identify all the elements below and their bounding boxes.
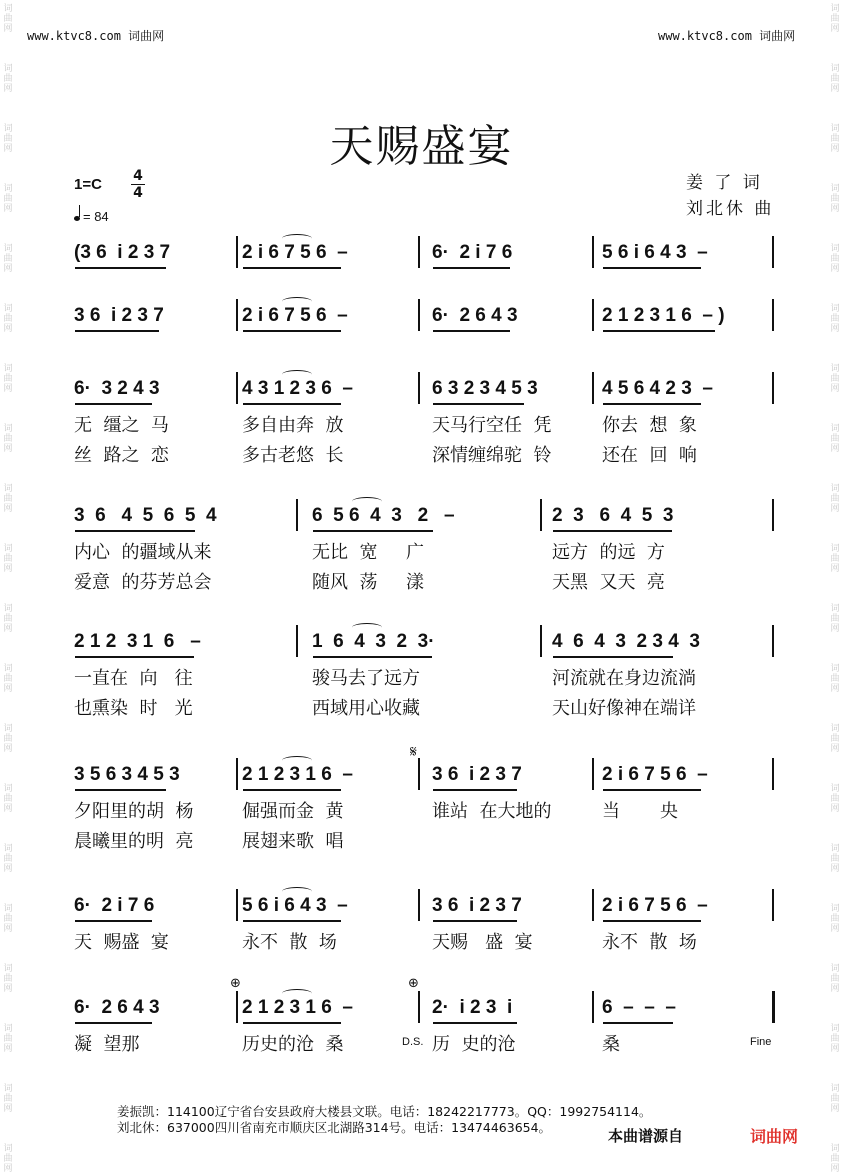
watermark-text: 词 曲 网: [830, 484, 840, 514]
coda-mark-2: ⊕: [408, 976, 419, 991]
measure: 2 i 6 7 5 6 –: [602, 895, 708, 916]
bar-line: [772, 299, 774, 331]
beam-line: [75, 267, 166, 269]
lyric-segment: 内心 的疆域从来: [74, 542, 212, 563]
slur: [282, 989, 312, 998]
lyric-segment: 爱意 的芬芳总会: [74, 572, 212, 593]
beam-line: [603, 920, 701, 922]
notes-line: [60, 764, 780, 794]
bar-line: [418, 889, 420, 921]
watermark-text: 词 曲 网: [3, 4, 13, 34]
bar-line: [418, 758, 420, 790]
watermark-right: [827, 0, 843, 1172]
song-title: 天赐盛宴: [329, 121, 514, 172]
notes-line: [60, 631, 780, 661]
slur: [352, 623, 382, 632]
lyric-segment: 天赐 盛 宴: [432, 932, 533, 953]
ds-mark: D.S.: [402, 1036, 424, 1048]
watermark-text: 词 曲 网: [3, 484, 13, 514]
measure: 2 i 6 7 5 6 –: [242, 242, 348, 263]
beam-line: [75, 530, 195, 532]
measure: 2 1 2 3 1 6 –: [74, 631, 201, 652]
notes-line: [60, 505, 780, 535]
bar-line: [772, 758, 774, 790]
lyric-segment: 无 缰之 马: [74, 415, 169, 436]
watermark-text: 词 曲 网: [830, 1144, 840, 1172]
lyric-segment: 远方 的远 方: [552, 542, 665, 563]
watermark-text: 词 曲 网: [3, 304, 13, 334]
watermark-text: 词 曲 网: [830, 64, 840, 94]
watermark-text: 词 曲 网: [3, 1024, 13, 1054]
bar-line: [418, 236, 420, 268]
beam-line: [553, 530, 672, 532]
beam-line: [433, 267, 510, 269]
watermark-text: 词 曲 网: [3, 124, 13, 154]
beam-line: [75, 330, 159, 332]
measure: 3 5 6 3 4 5 3: [74, 764, 180, 785]
lyric-segment: 还在 回 响: [602, 445, 697, 466]
fine-mark: Fine: [750, 1036, 772, 1048]
lyric-segment: 丝 路之 恋: [74, 445, 169, 466]
beam-line: [75, 1022, 152, 1024]
measure: 6· 2 i 7 6: [432, 242, 513, 263]
bar-line: [772, 625, 774, 657]
watermark-text: 词 曲 网: [3, 724, 13, 754]
contact-lyricist: 姜振凯：114100辽宁省台安县政府大楼县文联。电话：18242217773。QQ：1992754114。: [117, 1104, 652, 1119]
lyric-segment: 多古老悠 长: [242, 445, 344, 466]
bar-line: [772, 236, 774, 268]
beam-line: [603, 1022, 673, 1024]
measure: 6· 2 6 4 3: [432, 305, 518, 326]
measure: 6 3 2 3 4 5 3: [432, 378, 538, 399]
bar-line: [418, 372, 420, 404]
slur: [282, 234, 312, 243]
lyric-segment: 也熏染 时 光: [74, 698, 193, 719]
bar-line: [592, 889, 594, 921]
lyric-segment: 深情缠绵驼 铃: [432, 445, 552, 466]
slur: [282, 297, 312, 306]
measure: 2 1 2 3 1 6 –: [242, 997, 353, 1018]
watermark-text: 词 曲 网: [3, 844, 13, 874]
bar-line: [592, 236, 594, 268]
lyric-segment: 谁站 在大地的: [432, 801, 552, 822]
beam-line: [243, 1022, 341, 1024]
slur: [282, 887, 312, 896]
watermark-text: 词 曲 网: [3, 244, 13, 274]
watermark-text: 词 曲 网: [3, 64, 13, 94]
watermark-text: 词 曲 网: [3, 664, 13, 694]
beam-line: [433, 789, 517, 791]
time-bottom: 4: [133, 185, 143, 201]
watermark-text: 词 曲 网: [3, 1144, 13, 1172]
note-stem: [79, 205, 80, 217]
measure: 1 6 4 3 2 3·: [312, 631, 435, 652]
bar-line: [236, 299, 238, 331]
notes-line: [60, 242, 780, 272]
beam-line: [243, 403, 341, 405]
lyric-segment: 天山好像神在端详: [552, 698, 696, 719]
lyric-segment: 一直在 向 往: [74, 668, 193, 689]
beam-line: [603, 403, 701, 405]
bar-line: [592, 299, 594, 331]
bar-line: [236, 889, 238, 921]
measure: 2 1 2 3 1 6 –: [242, 764, 353, 785]
beam-line: [243, 267, 341, 269]
measure: 2· i 2 3 i: [432, 997, 513, 1018]
measure: 4 6 4 3 2 3 4 3: [552, 631, 700, 652]
watermark-text: 词 曲 网: [3, 904, 13, 934]
beam-line: [603, 789, 701, 791]
contact-composer: 刘北休：637000四川省南充市顺庆区北湖路314号。电话：13474463654。: [117, 1120, 552, 1135]
beam-line: [313, 656, 432, 658]
lyric-segment: 历史的沧 桑: [242, 1034, 344, 1055]
notes-line: [60, 378, 780, 408]
watermark-text: 词 曲 网: [3, 424, 13, 454]
site-url-left[interactable]: www.ktvc8.com 词曲网: [27, 29, 165, 43]
bar-line: [418, 991, 420, 1023]
lyric-segment: 历 史的沧: [432, 1034, 516, 1055]
lyric-segment: 无比 宽 广: [312, 542, 425, 563]
watermark-text: 词 曲 网: [3, 784, 13, 814]
lyric-segment: 展翅来歌 唱: [242, 831, 344, 852]
measure: 5 6 i 6 4 3 –: [242, 895, 348, 916]
watermark-text: 词 曲 网: [830, 4, 840, 34]
bar-line: [236, 372, 238, 404]
bar-line: [772, 499, 774, 531]
notes-line: [60, 997, 780, 1027]
tempo-value: = 84: [83, 209, 109, 224]
site-url-right[interactable]: www.ktvc8.com 词曲网: [658, 29, 796, 43]
watermark-text: 词 曲 网: [830, 364, 840, 394]
time-signature: [131, 169, 145, 200]
watermark-text: 词 曲 网: [3, 604, 13, 634]
beam-line: [75, 920, 152, 922]
slur: [282, 756, 312, 765]
lyric-segment: 多自由奔 放: [242, 415, 344, 436]
watermark-text: 词 曲 网: [3, 964, 13, 994]
measure: (3 6 i 2 3 7: [74, 242, 171, 263]
measure: 6 – – –: [602, 997, 676, 1018]
beam-line: [603, 330, 715, 332]
measure: 6· 2 i 7 6: [74, 895, 155, 916]
watermark-text: 词 曲 网: [830, 544, 840, 574]
watermark-text: 词 曲 网: [3, 544, 13, 574]
beam-line: [433, 330, 510, 332]
watermark-text: 词 曲 网: [830, 1084, 840, 1114]
beam-line: [75, 789, 166, 791]
measure: 3 6 i 2 3 7: [432, 895, 522, 916]
measure: 4 3 1 2 3 6 –: [242, 378, 353, 399]
beam-line: [433, 1022, 517, 1024]
watermark-text: 词 曲 网: [3, 364, 13, 394]
lyric-segment: 天马行空任 凭: [432, 415, 552, 436]
beam-line: [243, 920, 341, 922]
measure: 3 6 4 5 6 5 4: [74, 505, 217, 526]
measure: 3 6 i 2 3 7: [432, 764, 522, 785]
watermark-text: 词 曲 网: [830, 664, 840, 694]
bar-line: [540, 625, 542, 657]
watermark-text: 词 曲 网: [830, 784, 840, 814]
bar-line: [772, 372, 774, 404]
watermark-text: 词 曲 网: [3, 184, 13, 214]
key-signature: 1=C: [74, 176, 102, 193]
measure: 2 i 6 7 5 6 –: [602, 764, 708, 785]
bar-line: [236, 236, 238, 268]
bar-line: [592, 372, 594, 404]
notes-line: [60, 895, 780, 925]
beam-line: [603, 267, 701, 269]
beam-line: [433, 403, 524, 405]
lyric-segment: 永不 散 场: [602, 932, 697, 953]
brand-logo[interactable]: 词曲网: [750, 1127, 799, 1146]
tempo-marking: [74, 209, 109, 224]
source-label: 本曲谱源自: [604, 1125, 687, 1146]
watermark-text: 词 曲 网: [3, 1084, 13, 1114]
beam-line: [433, 920, 517, 922]
lyric-segment: 天 赐盛 宴: [74, 932, 169, 953]
watermark-text: 词 曲 网: [830, 604, 840, 634]
bar-line: [418, 299, 420, 331]
measure: 5 6 i 6 4 3 –: [602, 242, 708, 263]
measure: 2 1 2 3 1 6 – ): [602, 305, 725, 326]
watermark-text: 词 曲 网: [830, 1024, 840, 1054]
bar-line: [592, 758, 594, 790]
bar-line: [296, 625, 298, 657]
watermark-text: 词 曲 网: [830, 304, 840, 334]
beam-line: [75, 403, 152, 405]
beam-line: [75, 656, 194, 658]
measure: 4 5 6 4 2 3 –: [602, 378, 713, 399]
watermark-left: [0, 0, 16, 1172]
lyric-segment: 随风 荡 漾: [312, 572, 425, 593]
lyric-segment: 骏马去了远方: [312, 668, 420, 689]
measure: 3 6 i 2 3 7: [74, 305, 164, 326]
slur: [282, 370, 312, 379]
bar-line: [296, 499, 298, 531]
lyric-segment: 你去 想 象: [602, 415, 697, 436]
watermark-text: 词 曲 网: [830, 724, 840, 754]
watermark-text: 词 曲 网: [830, 184, 840, 214]
beam-line: [243, 330, 341, 332]
coda-mark-1: ⊕: [230, 976, 241, 991]
lyric-segment: 天黑 又天 亮: [552, 572, 665, 593]
watermark-text: 词 曲 网: [830, 244, 840, 274]
lyric-segment: 当 央: [602, 801, 679, 822]
measure: 2 i 6 7 5 6 –: [242, 305, 348, 326]
measure: 6· 2 6 4 3: [74, 997, 160, 1018]
time-top: 4: [133, 168, 143, 184]
notes-line: [60, 305, 780, 335]
lyricist-credit: 姜 了 词: [686, 173, 763, 193]
lyric-segment: 永不 散 场: [242, 932, 337, 953]
lyric-segment: 晨曦里的明 亮: [74, 831, 194, 852]
measure: 6 5 6 4 3 2 –: [312, 505, 455, 526]
lyric-segment: 倔强而金 黄: [242, 801, 344, 822]
watermark-text: 词 曲 网: [830, 424, 840, 454]
watermark-text: 词 曲 网: [830, 844, 840, 874]
bar-line: [772, 991, 775, 1023]
lyric-segment: 西域用心收藏: [312, 698, 420, 719]
beam-line: [243, 789, 341, 791]
bar-line: [540, 499, 542, 531]
watermark-text: 词 曲 网: [830, 124, 840, 154]
composer-credit: 刘北休 曲: [686, 199, 775, 219]
segno-mark: 𝄋: [410, 742, 417, 761]
watermark-text: 词 曲 网: [830, 964, 840, 994]
lyric-segment: 夕阳里的胡 杨: [74, 801, 194, 822]
measure: 2 3 6 4 5 3: [552, 505, 674, 526]
lyric-segment: 河流就在身边流淌: [552, 668, 696, 689]
bar-line: [236, 991, 238, 1023]
slur: [352, 497, 382, 506]
lyric-segment: 桑: [602, 1034, 620, 1055]
measure: 6· 3 2 4 3: [74, 378, 160, 399]
bar-line: [772, 889, 774, 921]
bar-line: [236, 758, 238, 790]
bar-line: [592, 991, 594, 1023]
watermark-text: 词 曲 网: [830, 904, 840, 934]
beam-line: [553, 656, 673, 658]
beam-line: [313, 530, 433, 532]
lyric-segment: 凝 望那: [74, 1034, 140, 1055]
